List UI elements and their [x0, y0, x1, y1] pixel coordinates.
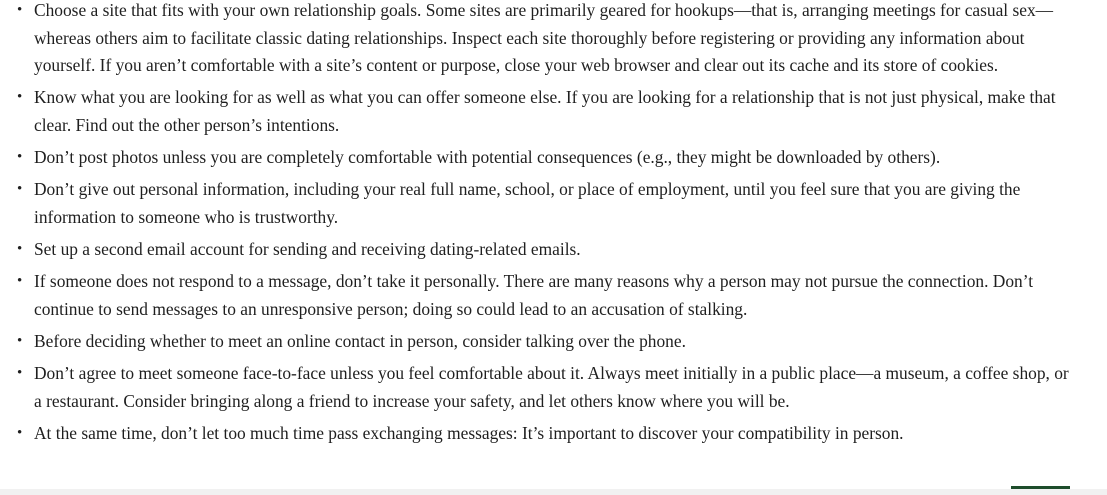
list-item-text: Before deciding whether to meet an online contact in person, consider talking over the phone. [34, 331, 686, 352]
footer-strip [0, 489, 1107, 495]
bullet-dot-icon: • [17, 425, 23, 442]
list-item [0, 84, 1075, 139]
bullet-dot-icon: • [17, 333, 23, 350]
list-item-text: Don’t agree to meet someone face-to-face unless you feel comfortable about it. Always meet initially in a public place—a museum, a coffee shop, or a restaurant. Consider bringing along a friend to increase your safety, and let others know where you will be. [34, 363, 1069, 411]
list-item [0, 420, 1075, 448]
bullet-dot-icon: • [17, 273, 23, 290]
list-item-text: Choose a site that fits with your own relationship goals. Some sites are primarily geared for hookups—that is, arranging meetings for casual sex—whereas others aim to facilitate classic dating relationships. Inspect each site thoroughly before registering or providing any information about yourself. If you aren’t comfortable with a site’s content or purpose, close your web browser and clear out its cache and its store of cookies. [34, 0, 1054, 76]
list-item [0, 0, 1075, 80]
list-item-text: At the same time, don’t let too much time pass exchanging messages: It’s important to discover your compatibility in person. [34, 423, 904, 444]
bullet-dot-icon: • [17, 89, 23, 106]
list-item [0, 328, 1075, 356]
list-item [0, 176, 1075, 231]
bullet-dot-icon: • [17, 365, 23, 382]
list-item-text: Don’t give out personal information, including your real full name, school, or place of employment, until you feel sure that you are giving the information to someone who is trustworthy. [34, 179, 1021, 227]
list-item-text: Know what you are looking for as well as what you can offer someone else. If you are looking for a relationship that is not just physical, make that clear. Find out the other person’s intentions. [34, 87, 1056, 135]
list-item-text: If someone does not respond to a message, don’t take it personally. There are many reasons why a person may not pursue the connection. Don’t continue to send messages to an unresponsive person; doing so could lead to an accusation of stalking. [34, 271, 1034, 319]
bullet-dot-icon: • [17, 181, 23, 198]
list-item [0, 268, 1075, 323]
accent-underline [1011, 486, 1070, 489]
list-item [0, 360, 1075, 415]
bullet-dot-icon: • [17, 149, 23, 166]
list-item [0, 236, 1075, 264]
bullet-dot-icon: • [17, 241, 23, 258]
list-item-text: Don’t post photos unless you are completely comfortable with potential consequences (e.g., they might be downloaded by others). [34, 147, 941, 168]
list-item-text: Set up a second email account for sending and receiving dating-related emails. [34, 239, 581, 260]
list-item [0, 144, 1075, 172]
bullet-dot-icon: • [17, 2, 23, 18]
